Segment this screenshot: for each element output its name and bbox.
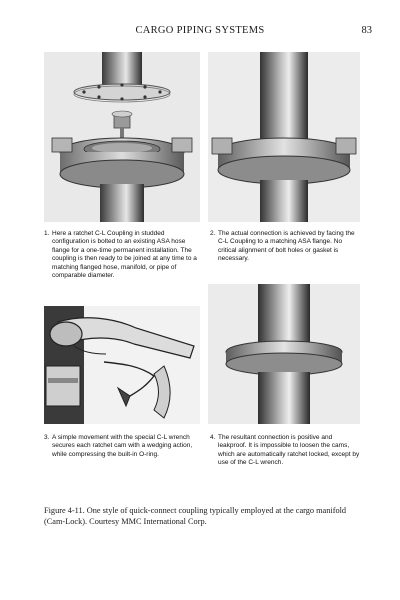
photo-facing-coupling: [208, 52, 360, 222]
running-title: CARGO PIPING SYSTEMS: [135, 25, 265, 36]
photo-completed-connection: [208, 284, 360, 424]
panel-2-text: The actual connection is achieved by facing the C-L Coupling to a matching ASA flange. No critical alignment of bolt holes or gasket is necessary.: [218, 230, 355, 263]
photo-studded-coupling: [44, 52, 200, 222]
panel-4-caption: [210, 434, 360, 474]
panel-1-number: 1.: [44, 230, 50, 237]
running-head: [0, 25, 400, 39]
panel-3-caption: [44, 434, 200, 474]
panel-1-text: Here a ratchet C-L Coupling in studded configuration is bolted to an existing ASA hose flange for a one-time permanent installation. The coupling is then ready to be joined at any time to a matching flanged hose, manifold, or pipe of comparable diameter.: [52, 230, 197, 280]
figure-caption: Figure 4-11. One style of quick-connect coupling typically employed at the cargo manifold (Cam-Lock). Courtesy MMC International Corp.: [44, 506, 347, 526]
photo-wrench-cam: [44, 306, 200, 424]
studded-coupling-illustration: [44, 52, 200, 222]
panel-4-text: The resultant connection is positive and leakproof. It is impossible to loosen the cams, which are automatically ratchet locked, except by use of the C-L wrench.: [218, 434, 360, 467]
panel-3-text: A simple movement with the special C-L wrench secures each ratchet cam with a wedging action, while compressing the built-in O-ring.: [52, 434, 193, 458]
wrench-cam-illustration: [44, 306, 200, 424]
panel-1-caption: [44, 230, 200, 302]
panel-4-number: 4.: [210, 434, 216, 441]
completed-connection-illustration: [208, 284, 360, 424]
panel-3-number: 3.: [44, 434, 50, 441]
panel-2-caption: [210, 230, 360, 278]
panel-2-number: 2.: [210, 230, 216, 237]
page-number: 83: [361, 25, 372, 36]
facing-coupling-illustration: [208, 52, 360, 222]
